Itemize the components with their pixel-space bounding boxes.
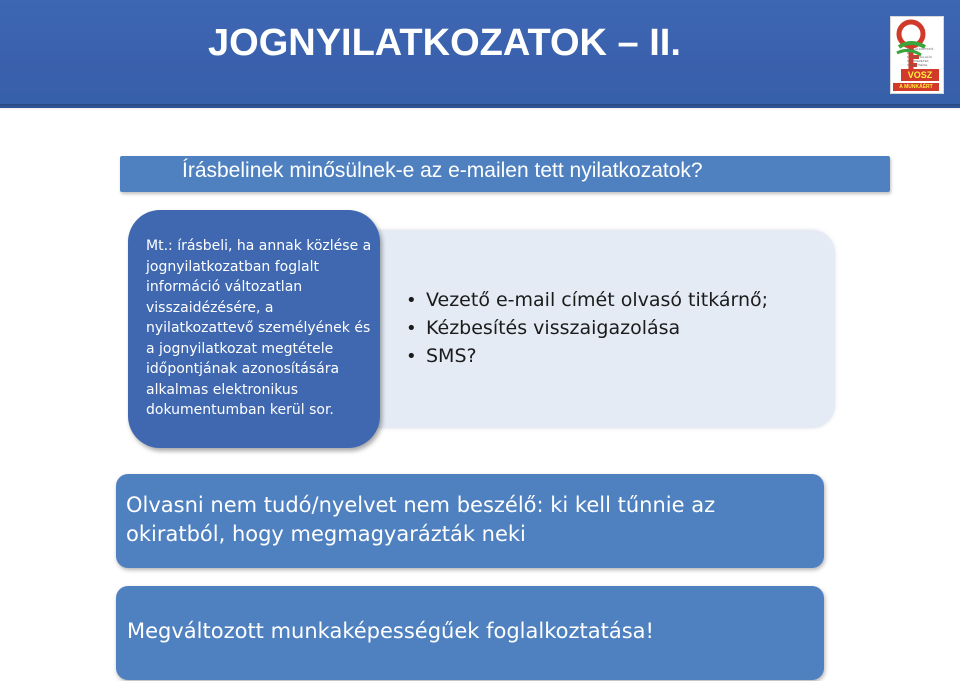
logo-line: ÉS: [907, 51, 912, 55]
logo-line: SZÖVETSÉGE: [907, 63, 928, 67]
question-text: Írásbelinek minősülnek-e az e-mailen tett nyilatkozatok?: [182, 159, 703, 182]
list-item: [406, 314, 768, 342]
logo-line: SZERVEZETEK: [907, 59, 929, 63]
bullet-icon: •: [406, 290, 417, 311]
definition-lead: Mt.: [146, 238, 169, 254]
list-item-text: SMS?: [426, 345, 477, 367]
note-text-illiterate: Olvasni nem tudó/nyelvet nem beszélő: ki kell tűnnie az okiratból, hogy megmagyarázták neki: [126, 493, 716, 546]
logo-line: MUNKAVÁLLALÓI: [907, 55, 932, 59]
header-shadow: [0, 104, 960, 110]
note-box-illiterate: [116, 474, 824, 568]
page-title: JOGNYILATKOZATOK – II.: [208, 22, 681, 64]
vosz-logo: [890, 16, 944, 94]
logo-line: FOGLALKOZTATÓI: [907, 47, 934, 51]
examples-list: [406, 286, 768, 370]
bullet-icon: •: [406, 346, 417, 367]
question-banner: [120, 156, 890, 192]
list-item-text: Kézbesítés visszaigazolása: [426, 317, 681, 339]
bullet-icon: •: [406, 318, 417, 339]
list-item: [406, 286, 768, 314]
logo-munka: A MUNKÁÉRT: [893, 83, 939, 91]
note-box-disability: [116, 586, 824, 680]
logo-vosz: VOSZ: [901, 69, 939, 81]
definition-body: : írásbeli, ha annak közlése a jognyilatkozatban foglalt információ változatlan visszaidézésére, a nyilatkozattevő személyének és a jognyilatkozat megtétele időpontjának azonosítására alkalmas elektronikus dokumentumban kerül sor.: [146, 238, 372, 418]
note-text-disability: Megváltozott munkaképességűek foglalkoztatása!: [127, 619, 654, 643]
definition-text: [146, 236, 382, 421]
list-item: [406, 342, 768, 370]
list-item-text: Vezető e-mail címét olvasó titkárnő;: [426, 289, 769, 311]
